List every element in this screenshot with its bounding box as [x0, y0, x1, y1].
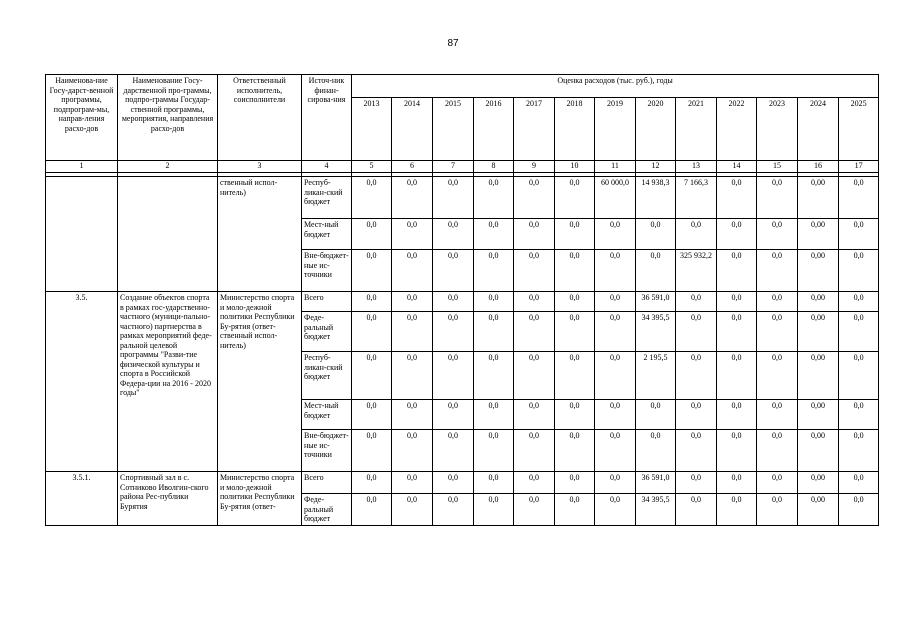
value-cell: 0,0 [676, 312, 717, 352]
column-number-cell: 2 [118, 161, 218, 173]
value-cell: 60 000,0 [595, 177, 636, 219]
value-cell: 0,00 [798, 219, 839, 250]
measure-name-cell: Спортивный зал в с. Сотниково Иволгин-ского района Рес-публики Бурятия [118, 472, 218, 526]
value-cell: 0,0 [392, 494, 433, 526]
value-cell: 0,0 [555, 177, 595, 219]
value-cell: 0,0 [352, 177, 392, 219]
responsible-cell: ственный испол-нитель) [218, 177, 302, 292]
column-number-cell: 12 [636, 161, 676, 173]
year-header-cell: 2017 [514, 98, 555, 161]
value-cell: 0,0 [595, 312, 636, 352]
value-cell: 7 166,3 [676, 177, 717, 219]
value-cell: 0,0 [352, 292, 392, 312]
value-cell: 0,0 [514, 312, 555, 352]
value-cell: 0,0 [676, 352, 717, 400]
column-number-cell: 3 [218, 161, 302, 173]
value-cell: 0,0 [352, 400, 392, 430]
value-cell: 0,0 [717, 472, 757, 494]
column-number-cell: 9 [514, 161, 555, 173]
column-number-cell: 5 [352, 161, 392, 173]
value-cell: 0,0 [636, 400, 676, 430]
value-cell: 0,0 [433, 312, 474, 352]
value-cell: 0,0 [555, 494, 595, 526]
header-row [46, 75, 879, 98]
value-cell: 0,0 [839, 494, 879, 526]
value-cell: 0,0 [433, 472, 474, 494]
funding-source-cell: Мест-ный бюджет [302, 219, 352, 250]
value-cell: 0,0 [514, 494, 555, 526]
value-cell: 0,0 [474, 177, 514, 219]
value-cell: 0,0 [392, 400, 433, 430]
value-cell: 0,0 [717, 400, 757, 430]
column-number-cell: 11 [595, 161, 636, 173]
value-cell: 0,0 [474, 430, 514, 472]
value-cell: 0,00 [798, 292, 839, 312]
year-header-cell: 2021 [676, 98, 717, 161]
value-cell: 0,0 [757, 312, 798, 352]
value-cell: 0,00 [798, 352, 839, 400]
column-number-cell: 6 [392, 161, 433, 173]
value-cell: 0,0 [636, 250, 676, 292]
value-cell: 0,0 [474, 292, 514, 312]
value-cell: 0,0 [717, 219, 757, 250]
table-row [46, 472, 879, 494]
header-col-source: Источ-ник финан-сирова-ния [302, 75, 352, 161]
value-cell: 0,00 [798, 494, 839, 526]
value-cell: 0,0 [839, 312, 879, 352]
value-cell: 0,0 [474, 312, 514, 352]
header-col-responsible: Ответственный исполнитель, соисполнители [218, 75, 302, 161]
value-cell: 0,0 [717, 177, 757, 219]
value-cell: 0,0 [757, 472, 798, 494]
value-cell: 0,0 [595, 219, 636, 250]
value-cell: 0,0 [555, 430, 595, 472]
year-header-cell: 2022 [717, 98, 757, 161]
value-cell: 0,0 [474, 472, 514, 494]
value-cell: 0,0 [474, 494, 514, 526]
value-cell: 0,0 [352, 494, 392, 526]
table-row [46, 177, 879, 219]
value-cell: 0,0 [352, 312, 392, 352]
value-cell: 0,0 [392, 250, 433, 292]
value-cell: 0,0 [839, 177, 879, 219]
value-cell: 0,0 [839, 219, 879, 250]
value-cell: 0,0 [757, 494, 798, 526]
value-cell: 0,0 [839, 352, 879, 400]
value-cell: 0,00 [798, 177, 839, 219]
value-cell: 0,0 [392, 292, 433, 312]
value-cell: 0,0 [839, 292, 879, 312]
row-number-cell: 3.5.1. [46, 472, 118, 526]
value-cell: 0,0 [757, 219, 798, 250]
funding-source-cell: Респуб-ликан-ский бюджет [302, 177, 352, 219]
value-cell: 36 591,0 [636, 292, 676, 312]
column-number-cell: 8 [474, 161, 514, 173]
value-cell: 0,0 [595, 430, 636, 472]
value-cell: 0,0 [839, 472, 879, 494]
value-cell: 0,0 [676, 472, 717, 494]
value-cell: 0,0 [352, 219, 392, 250]
value-cell: 0,0 [717, 430, 757, 472]
value-cell: 0,0 [392, 352, 433, 400]
value-cell: 0,0 [514, 250, 555, 292]
value-cell: 0,0 [676, 219, 717, 250]
year-header-cell: 2019 [595, 98, 636, 161]
value-cell: 0,0 [555, 312, 595, 352]
value-cell: 0,0 [676, 400, 717, 430]
year-header-cell: 2020 [636, 98, 676, 161]
value-cell: 0,0 [595, 292, 636, 312]
value-cell: 0,0 [514, 177, 555, 219]
value-cell: 0,0 [595, 352, 636, 400]
column-number-cell: 15 [757, 161, 798, 173]
value-cell: 0,0 [839, 430, 879, 472]
value-cell: 0,00 [798, 430, 839, 472]
value-cell: 34 395,5 [636, 312, 676, 352]
year-header-cell: 2014 [392, 98, 433, 161]
value-cell: 0,0 [757, 250, 798, 292]
value-cell: 0,0 [757, 292, 798, 312]
header-estimate: Оценка расходов (тыс. руб.), годы [352, 75, 879, 98]
value-cell: 34 395,5 [636, 494, 676, 526]
header-col-program: Наименова-ние Госу-дарст-венной программы, подпрограм-мы, направ-ления расхо-дов [46, 75, 118, 161]
value-cell: 0,0 [352, 472, 392, 494]
year-header-cell: 2016 [474, 98, 514, 161]
column-number-cell: 14 [717, 161, 757, 173]
column-number-cell: 16 [798, 161, 839, 173]
value-cell: 0,0 [433, 292, 474, 312]
row-number-cell: 3.5. [46, 292, 118, 472]
value-cell: 0,0 [555, 219, 595, 250]
responsible-cell: Министерство спорта и моло-дежной политики Республики Бу-рятия (ответ-ственный испол-нитель) [218, 292, 302, 472]
value-cell: 0,0 [433, 494, 474, 526]
value-cell: 0,0 [433, 430, 474, 472]
value-cell: 0,0 [757, 177, 798, 219]
header-col-measure: Наименование Госу-дарственной про-граммы, подпро-граммы Государ-ственной программы, мероприятия, направления расхо-дов [118, 75, 218, 161]
value-cell: 0,0 [757, 430, 798, 472]
value-cell: 0,0 [676, 292, 717, 312]
value-cell: 14 938,3 [636, 177, 676, 219]
value-cell: 0,00 [798, 312, 839, 352]
value-cell: 0,0 [514, 400, 555, 430]
value-cell: 0,0 [392, 472, 433, 494]
year-header-cell: 2023 [757, 98, 798, 161]
value-cell: 0,0 [352, 352, 392, 400]
column-number-row [46, 161, 879, 173]
value-cell: 0,0 [555, 292, 595, 312]
value-cell: 0,0 [514, 472, 555, 494]
table-body [46, 177, 879, 526]
value-cell: 0,0 [392, 312, 433, 352]
value-cell: 0,0 [474, 219, 514, 250]
value-cell: 0,00 [798, 250, 839, 292]
column-number-cell: 13 [676, 161, 717, 173]
value-cell: 0,0 [514, 292, 555, 312]
funding-source-cell: Феде-ральный бюджет [302, 494, 352, 526]
responsible-cell: Министерство спорта и моло-дежной политики Республики Бу-рятия (ответ- [218, 472, 302, 526]
value-cell: 2 195,5 [636, 352, 676, 400]
funding-source-cell: Вне-бюджет-ные ис-точники [302, 430, 352, 472]
value-cell: 0,0 [392, 219, 433, 250]
value-cell: 0,0 [595, 250, 636, 292]
funding-source-cell: Вне-бюджет-ные ис-точники [302, 250, 352, 292]
column-number-cell: 17 [839, 161, 879, 173]
value-cell: 0,0 [474, 352, 514, 400]
value-cell: 0,0 [514, 352, 555, 400]
column-number-cell: 1 [46, 161, 118, 173]
value-cell: 0,0 [474, 250, 514, 292]
value-cell: 0,0 [595, 494, 636, 526]
value-cell: 0,0 [433, 400, 474, 430]
funding-source-cell: Всего [302, 472, 352, 494]
measure-name-cell: Создание объектов спорта в рамках гос-ударственно-частного (муници-пально-частного) партнерства в рамках мероприятий феде-ральной целевой программы "Разви-тие физической культуры и спорта в Российской Федера-ции на 2016 - 2020 годы" [118, 292, 218, 472]
funding-source-cell: Всего [302, 292, 352, 312]
year-header-cell: 2013 [352, 98, 392, 161]
value-cell: 0,0 [717, 250, 757, 292]
value-cell: 0,0 [392, 430, 433, 472]
value-cell: 36 591,0 [636, 472, 676, 494]
row-number-cell [46, 177, 118, 292]
table-row [46, 292, 879, 312]
value-cell: 0,0 [717, 352, 757, 400]
value-cell: 0,0 [757, 352, 798, 400]
value-cell: 0,0 [433, 250, 474, 292]
value-cell: 0,0 [433, 352, 474, 400]
value-cell: 0,0 [392, 177, 433, 219]
value-cell: 0,0 [636, 430, 676, 472]
value-cell: 0,0 [555, 250, 595, 292]
value-cell: 0,0 [717, 312, 757, 352]
value-cell: 0,0 [595, 400, 636, 430]
value-cell: 0,0 [676, 430, 717, 472]
year-header-cell: 2024 [798, 98, 839, 161]
value-cell: 0,00 [798, 472, 839, 494]
year-header-cell: 2018 [555, 98, 595, 161]
page-number: 87 [447, 38, 459, 49]
value-cell: 0,0 [839, 400, 879, 430]
value-cell: 0,0 [474, 400, 514, 430]
column-number-cell: 4 [302, 161, 352, 173]
value-cell: 0,0 [433, 219, 474, 250]
value-cell: 0,0 [352, 250, 392, 292]
value-cell: 0,0 [717, 494, 757, 526]
year-header-cell: 2025 [839, 98, 879, 161]
value-cell: 0,0 [636, 219, 676, 250]
funding-source-cell: Мест-ный бюджет [302, 400, 352, 430]
value-cell: 0,0 [555, 472, 595, 494]
funding-source-cell: Феде-ральный бюджет [302, 312, 352, 352]
value-cell: 0,0 [595, 472, 636, 494]
value-cell: 0,0 [717, 292, 757, 312]
value-cell: 0,0 [555, 352, 595, 400]
value-cell: 0,0 [839, 250, 879, 292]
value-cell: 0,00 [798, 400, 839, 430]
column-number-cell: 10 [555, 161, 595, 173]
measure-name-cell [118, 177, 218, 292]
budget-table [45, 74, 879, 526]
column-number-cell: 7 [433, 161, 474, 173]
value-cell: 0,0 [676, 494, 717, 526]
value-cell: 0,0 [514, 219, 555, 250]
value-cell: 325 932,2 [676, 250, 717, 292]
value-cell: 0,0 [433, 177, 474, 219]
value-cell: 0,0 [514, 430, 555, 472]
value-cell: 0,0 [352, 430, 392, 472]
value-cell: 0,0 [555, 400, 595, 430]
funding-source-cell: Респуб-ликан-ский бюджет [302, 352, 352, 400]
value-cell: 0,0 [757, 400, 798, 430]
year-header-cell: 2015 [433, 98, 474, 161]
